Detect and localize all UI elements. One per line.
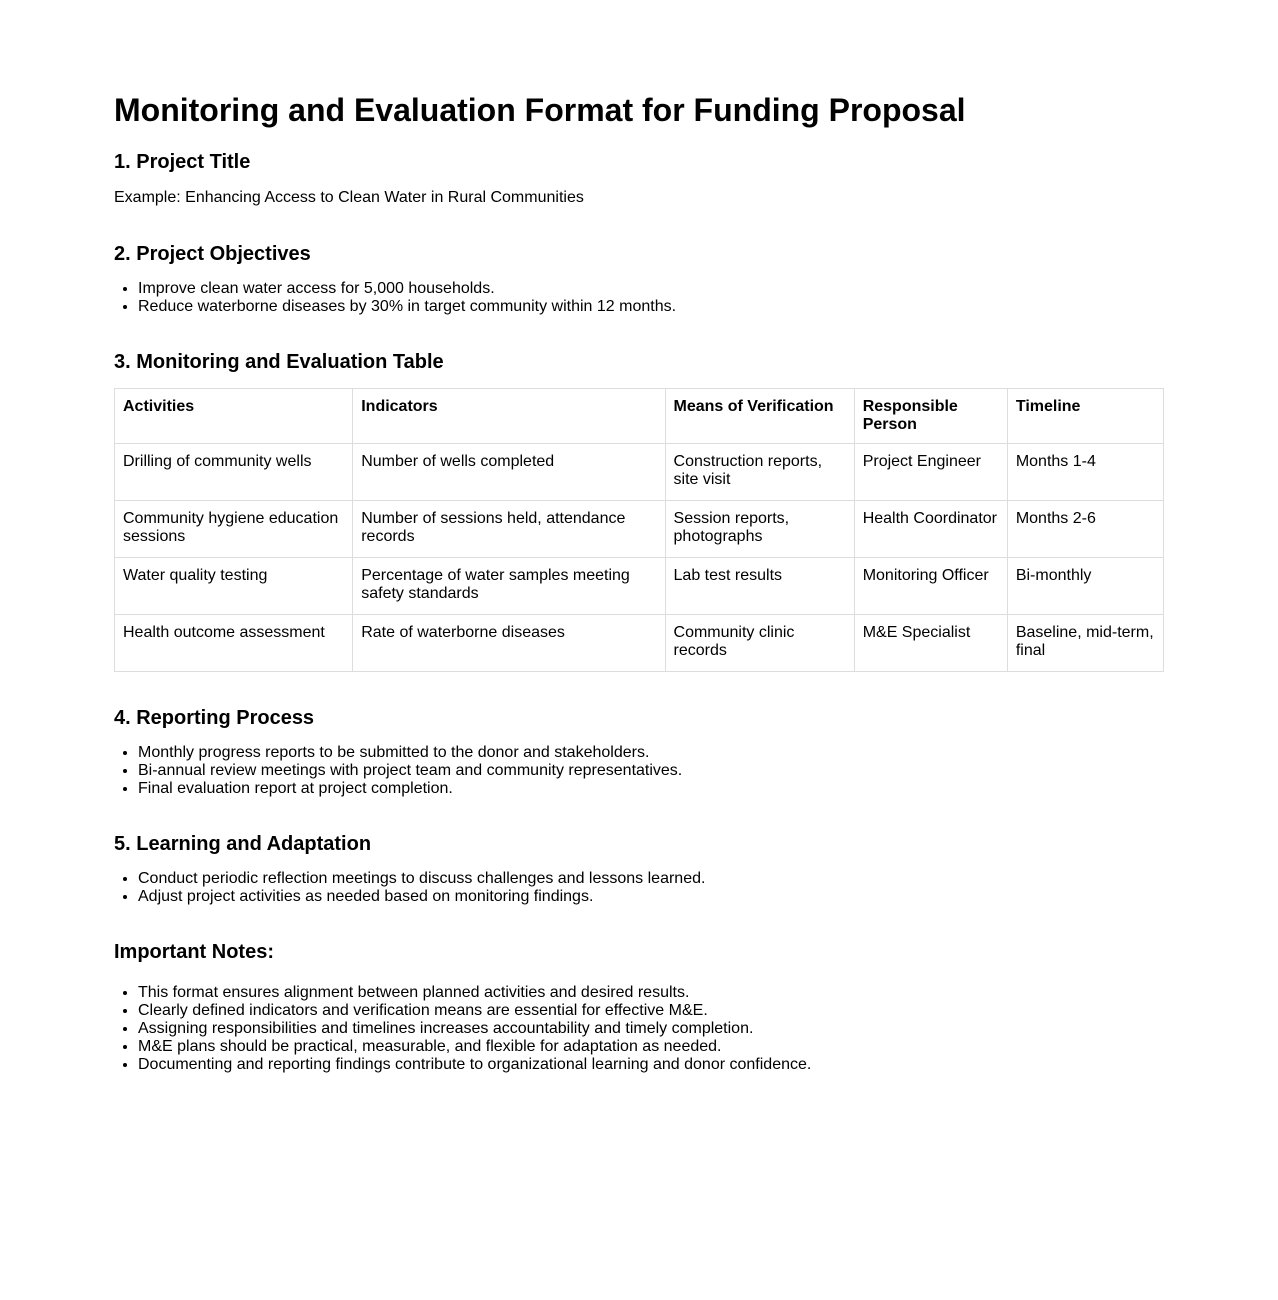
page-title: Monitoring and Evaluation Format for Funding Proposal bbox=[114, 92, 966, 128]
table-cell: Rate of waterborne diseases bbox=[353, 615, 665, 672]
table-cell: Health outcome assessment bbox=[115, 615, 353, 672]
list-item: • Bi-annual review meetings with project team and community representatives. bbox=[138, 762, 1164, 780]
table-cell: Water quality testing bbox=[115, 558, 353, 615]
table-cell: Project Engineer bbox=[854, 444, 1007, 501]
section-heading: 2. Project Objectives bbox=[114, 243, 311, 265]
list-item: • Documenting and reporting findings contribute to organizational learning and donor confidence. bbox=[138, 1056, 1164, 1074]
reporting-list bbox=[114, 744, 1164, 798]
column-header-responsible-person: Responsible Person bbox=[854, 389, 1007, 444]
table-cell: Baseline, mid-term, final bbox=[1007, 615, 1163, 672]
learning-list bbox=[114, 870, 1164, 906]
table-cell: Number of wells completed bbox=[353, 444, 665, 501]
table-cell: Lab test results bbox=[665, 558, 854, 615]
section-heading: 5. Learning and Adaptation bbox=[114, 833, 372, 855]
list-item: • Adjust project activities as needed based on monitoring findings. bbox=[138, 888, 1164, 906]
table-cell: Community clinic records bbox=[665, 615, 854, 672]
list-item: • Assigning responsibilities and timelines increases accountability and timely completion. bbox=[138, 1020, 1164, 1038]
list-item: • M&E plans should be practical, measurable, and flexible for adaptation as needed. bbox=[138, 1038, 1164, 1056]
table-row bbox=[115, 558, 1164, 615]
list-item: • Clearly defined indicators and verification means are essential for effective M&E. bbox=[138, 1002, 1164, 1020]
table-cell: Community hygiene education sessions bbox=[115, 501, 353, 558]
table-cell: Bi-monthly bbox=[1007, 558, 1163, 615]
notes-section bbox=[114, 940, 1164, 1074]
section-heading: 4. Reporting Process bbox=[114, 707, 315, 729]
table-row bbox=[115, 501, 1164, 558]
objectives-list bbox=[114, 280, 1164, 316]
table-row bbox=[115, 444, 1164, 501]
column-header-means-of-verification: Means of Verification bbox=[665, 389, 854, 444]
table-cell: Months 1-4 bbox=[1007, 444, 1163, 501]
table-cell: Months 2-6 bbox=[1007, 501, 1163, 558]
table-header-row bbox=[115, 389, 1164, 444]
section-heading: 3. Monitoring and Evaluation Table bbox=[114, 351, 444, 373]
table-cell: Monitoring Officer bbox=[854, 558, 1007, 615]
table-row bbox=[115, 615, 1164, 672]
project-title-text: Example: Enhancing Access to Clean Water in Rural Communities bbox=[114, 189, 584, 206]
objectives-section bbox=[114, 242, 1164, 316]
project-title-section bbox=[114, 150, 1164, 208]
column-header-timeline: Timeline bbox=[1007, 389, 1163, 444]
column-header-activities: Activities bbox=[115, 389, 353, 444]
list-item: • Reduce waterborne diseases by 30% in target community within 12 months. bbox=[138, 298, 1164, 316]
learning-section bbox=[114, 832, 1164, 906]
reporting-section bbox=[114, 706, 1164, 798]
table-cell: M&E Specialist bbox=[854, 615, 1007, 672]
list-item: • Conduct periodic reflection meetings to discuss challenges and lessons learned. bbox=[138, 870, 1164, 888]
notes-list bbox=[114, 984, 1164, 1074]
list-item: • Final evaluation report at project completion. bbox=[138, 780, 1164, 798]
table-cell: Session reports, photographs bbox=[665, 501, 854, 558]
list-item: • This format ensures alignment between planned activities and desired results. bbox=[138, 984, 1164, 1002]
list-item: • Improve clean water access for 5,000 households. bbox=[138, 280, 1164, 298]
table-cell: Number of sessions held, attendance records bbox=[353, 501, 665, 558]
column-header-indicators: Indicators bbox=[353, 389, 665, 444]
table-cell: Percentage of water samples meeting safety standards bbox=[353, 558, 665, 615]
me-table bbox=[114, 388, 1164, 672]
list-item: • Monthly progress reports to be submitted to the donor and stakeholders. bbox=[138, 744, 1164, 762]
table-cell: Construction reports, site visit bbox=[665, 444, 854, 501]
section-heading: 1. Project Title bbox=[114, 151, 251, 173]
table-cell: Health Coordinator bbox=[854, 501, 1007, 558]
table-cell: Drilling of community wells bbox=[115, 444, 353, 501]
notes-heading: Important Notes: bbox=[114, 941, 274, 963]
me-table-section bbox=[114, 350, 1164, 672]
